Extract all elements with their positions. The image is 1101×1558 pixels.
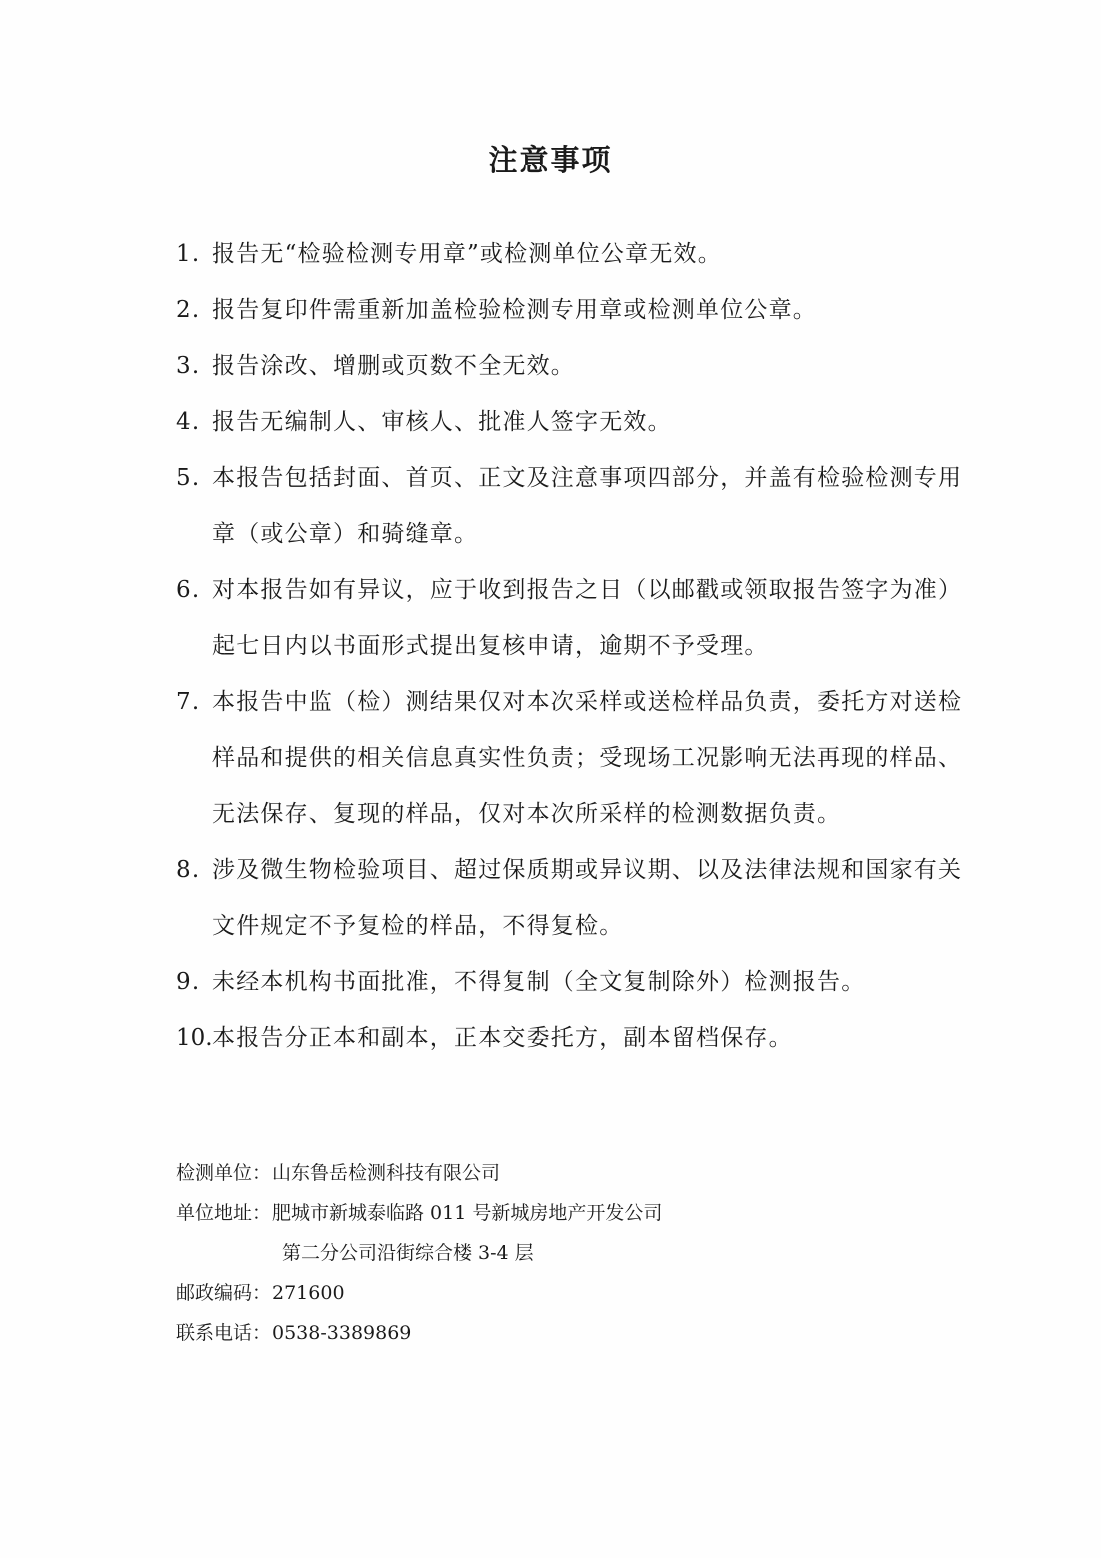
note-item [176, 674, 1006, 842]
note-text: 涉及微生物检验项目、超过保质期或异议期、以及法律法规和国家有关文件规定不予复检的样品，不得复检。 [212, 857, 963, 939]
note-item [176, 338, 1006, 394]
note-item [176, 282, 1006, 338]
contact-address-row [176, 1193, 896, 1233]
note-text: 报告复印件需重新加盖检验检测专用章或检测单位公章。 [212, 297, 817, 323]
note-text: 报告涂改、增删或页数不全无效。 [212, 353, 575, 379]
note-text: 报告无编制人、审核人、批准人签字无效。 [212, 409, 672, 435]
note-item [176, 1010, 1006, 1066]
note-text: 本报告分正本和副本，正本交委托方，副本留档保存。 [212, 1025, 793, 1051]
note-number: 3. [176, 353, 201, 379]
contact-unit-row [176, 1153, 896, 1193]
contact-postcode-row [176, 1273, 896, 1313]
contact-block [176, 1153, 896, 1353]
note-item [176, 394, 1006, 450]
note-number: 10. [176, 1025, 213, 1051]
postcode-label: 邮政编码： [176, 1282, 272, 1304]
note-item [176, 842, 1006, 954]
note-number: 8. [176, 857, 201, 883]
note-number: 6. [176, 577, 201, 603]
note-text: 报告无“检验检测专用章”或检测单位公章无效。 [212, 241, 722, 267]
note-item [176, 450, 1006, 562]
contact-phone-row [176, 1313, 896, 1353]
note-text: 本报告包括封面、首页、正文及注意事项四部分，并盖有检验检测专用章（或公章）和骑缝章。 [212, 465, 963, 547]
page-title: 注意事项 [488, 143, 613, 177]
note-number: 4. [176, 409, 201, 435]
contact-address-continuation-row [176, 1233, 896, 1273]
note-item [176, 226, 1006, 282]
address-label: 单位地址： [176, 1202, 272, 1224]
note-text: 未经本机构书面批准，不得复制（全文复制除外）检测报告。 [212, 969, 866, 995]
address-line-1: 肥城市新城泰临路 011 号新城房地产开发公司 [272, 1202, 663, 1224]
postcode-value: 271600 [272, 1282, 345, 1304]
note-item [176, 954, 1006, 1010]
note-number: 1. [176, 241, 201, 267]
phone-label: 联系电话： [176, 1322, 272, 1344]
unit-label: 检测单位： [176, 1162, 272, 1184]
note-text: 对本报告如有异议，应于收到报告之日（以邮戳或领取报告签字为准）起七日内以书面形式提出复核申请，逾期不予受理。 [212, 577, 963, 659]
notes-list [176, 226, 1006, 1066]
note-number: 2. [176, 297, 201, 323]
note-number: 9. [176, 969, 201, 995]
note-text: 本报告中监（检）测结果仅对本次采样或送检样品负责，委托方对送检样品和提供的相关信息真实性负责；受现场工况影响无法再现的样品、无法保存、复现的样品，仅对本次所采样的检测数据负责。 [212, 689, 963, 827]
unit-value: 山东鲁岳检测科技有限公司 [272, 1162, 501, 1184]
phone-value: 0538-3389869 [272, 1322, 412, 1344]
address-line-2: 第二分公司沿街综合楼 3-4 层 [282, 1242, 534, 1264]
note-item [176, 562, 1006, 674]
note-number: 5. [176, 465, 201, 491]
note-number: 7. [176, 689, 201, 715]
